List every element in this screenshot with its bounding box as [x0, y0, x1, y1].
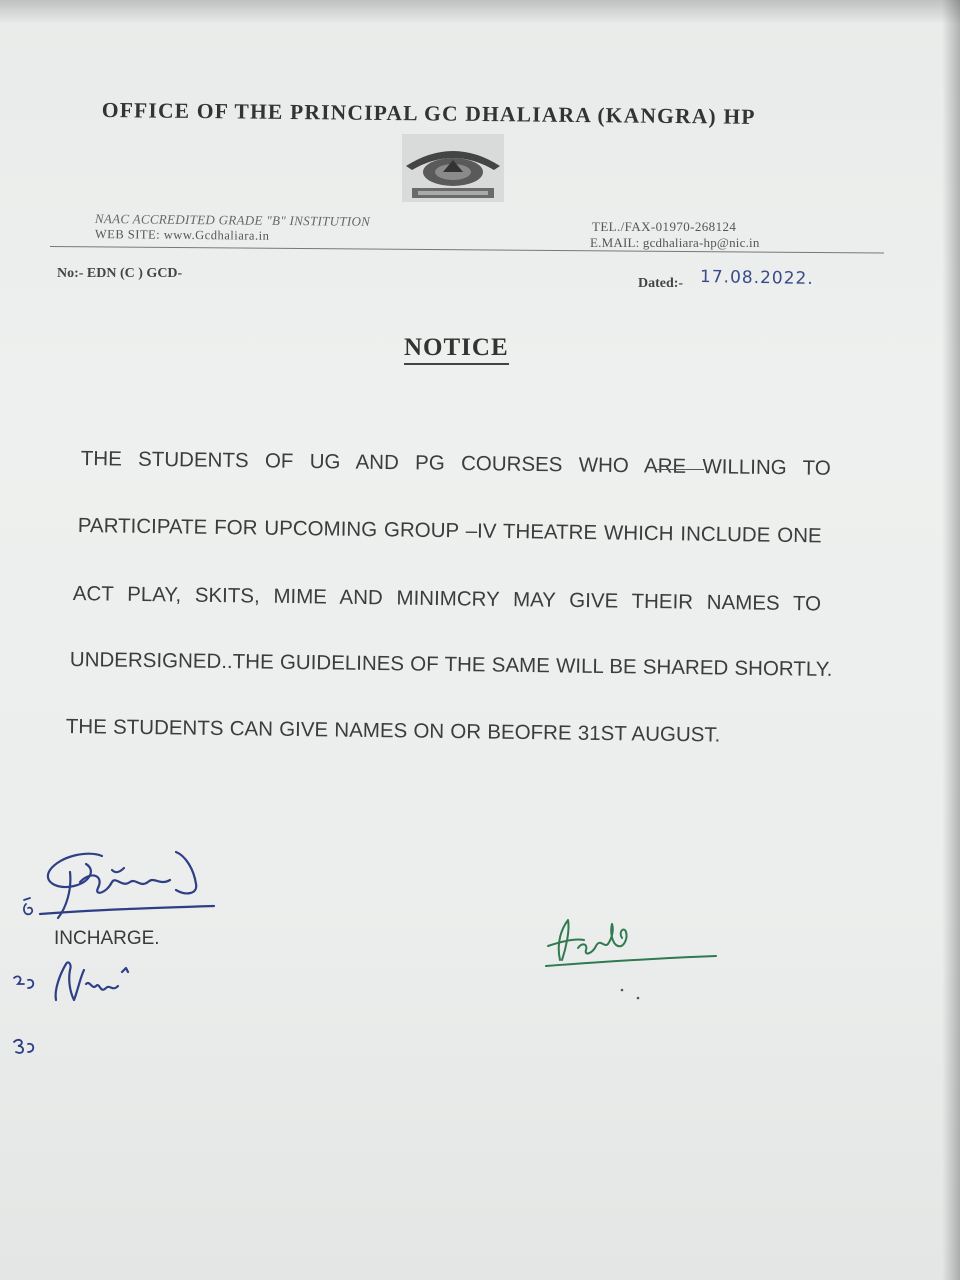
reference-number: No:- EDN (C ) GCD-	[57, 266, 183, 281]
strike-through-mark	[656, 469, 704, 470]
page-top-shadow	[0, 0, 960, 24]
notice-body-line-2: PARTICIPATE FOR UPCOMING GROUP –IV THEATRE WHICH INCLUDE ONE	[77, 514, 822, 548]
principal-signature-icon	[546, 920, 716, 966]
tel-fax-text: TEL./FAX-01970-268124	[592, 219, 737, 234]
notice-body-line-1: THE STUDENTS OF UG AND PG COURSES WHO ARE WILLING TO	[80, 447, 831, 480]
college-emblem-icon	[398, 130, 508, 206]
notice-body-line-5: THE STUDENTS CAN GIVE NAMES ON OR BEOFRE 31ST AUGUST.	[65, 715, 721, 747]
notice-body-line-3: ACT PLAY, SKITS, MIME AND MINIMCRY MAY GIVE THEIR NAMES TO	[72, 582, 822, 616]
office-title: OFFICE OF THE PRINCIPAL GC DHALIARA (KANGRA) HP	[101, 98, 756, 129]
accreditation-text: NAAC ACCREDITED GRADE "B" INSTITUTION	[94, 211, 371, 229]
notice-body-line-4: UNDERSIGNED..THE GUIDELINES OF THE SAME WILL BE SHARED SHORTLY.	[69, 648, 833, 681]
page-right-shadow	[942, 0, 960, 1280]
second-signature-icon	[56, 962, 128, 1000]
email-text: E.MAIL: gcdhaliara-hp@nic.in	[590, 235, 760, 250]
list-marks	[14, 898, 33, 1053]
incharge-label: INCHARGE.	[54, 928, 160, 949]
website-text: WEB SITE: www.Gcdhaliara.in	[94, 227, 270, 243]
dated-label: Dated:-	[638, 276, 684, 291]
signatures-area	[0, 830, 760, 1070]
dated-value-handwritten: 17.08.2022.	[699, 267, 814, 289]
incharge-signature-icon	[40, 852, 214, 918]
notice-title: NOTICE	[404, 334, 509, 365]
